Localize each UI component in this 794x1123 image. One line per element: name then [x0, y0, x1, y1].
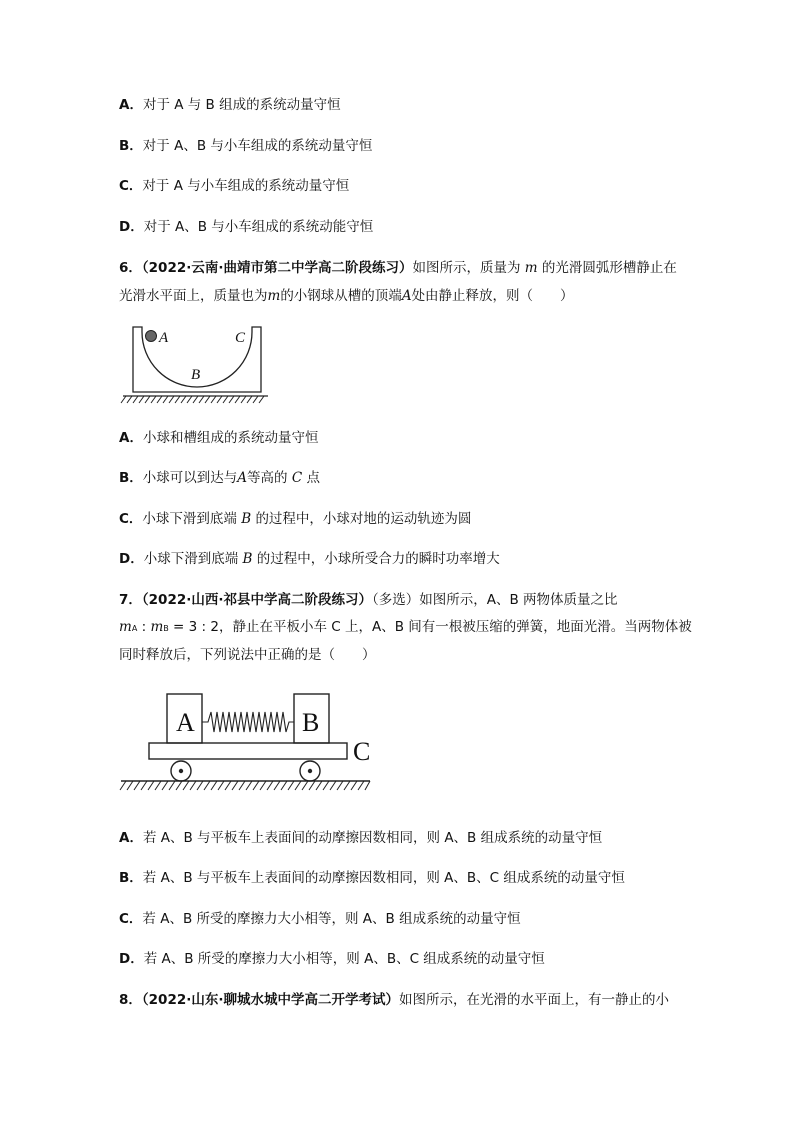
label-cart-c: C: [353, 737, 371, 766]
label-b: B: [191, 367, 201, 383]
q6-stem-line-1: 6．（2022·云南·曲靖市第二中学高二阶段练习）如图所示，质量为 m 的光滑圆弧形槽静止在: [119, 260, 677, 276]
q7-stem-line-3: 同时释放后，下列说法中正确的是（ ）: [119, 647, 376, 663]
label-a: A: [159, 330, 169, 346]
q7-figure-cart: [118, 690, 380, 796]
q5-option-c: C．对于 A 与小车组成的系统动量守恒: [119, 178, 350, 194]
q7-option-a: A．若 A、B 与平板车上表面间的动摩擦因数相同，则 A、B 组成系统的动量守恒: [119, 830, 603, 846]
q5-option-b: B．对于 A、B 与小车组成的系统动量守恒: [119, 138, 373, 154]
q6-option-d: D．小球下滑到底端 B 的过程中，小球所受合力的瞬时功率增大: [119, 551, 500, 567]
label-block-a: A: [176, 708, 195, 737]
q7-stem-line-1: 7．（2022·山西·祁县中学高二阶段练习）（多选）如图所示，A、B 两物体质量之比: [119, 592, 618, 608]
q6-option-b: B．小球可以到达与A等高的 C 点: [119, 470, 320, 486]
q7-stem-line-2: mA : mB = 3 : 2，静止在平板小车 C 上，A、B 间有一根被压缩的弹簧，地面光滑。当两物体被: [119, 619, 692, 635]
q7-option-b: B．若 A、B 与平板车上表面间的动摩擦因数相同，则 A、B、C 组成系统的动量守恒: [119, 870, 625, 886]
label-block-b: B: [302, 708, 320, 737]
steel-ball: [146, 331, 157, 342]
q6-stem-line-2: 光滑水平面上，质量也为m的小钢球从槽的顶端A处由静止释放，则（ ）: [119, 288, 574, 304]
q5-option-d: D．对于 A、B 与小车组成的系统动能守恒: [119, 219, 374, 235]
spring: [202, 712, 294, 732]
q6-option-c: C．小球下滑到底端 B 的过程中，小球对地的运动轨迹为圆: [119, 511, 472, 527]
q7-option-d: D．若 A、B 所受的摩擦力大小相等，则 A、B、C 组成系统的动量守恒: [119, 951, 545, 967]
q6-figure-groove: [118, 322, 278, 406]
q5-option-a: A．对于 A 与 B 组成的系统动量守恒: [119, 97, 341, 113]
mass-ratio-formula: mA : mB = 3 : 2: [119, 619, 219, 635]
cart-board: [149, 743, 347, 759]
q7-option-c: C．若 A、B 所受的摩擦力大小相等，则 A、B 组成系统的动量守恒: [119, 911, 521, 927]
label-c: C: [235, 330, 246, 346]
q6-option-a: A．小球和槽组成的系统动量守恒: [119, 430, 319, 446]
q8-stem-line-1: 8．（2022·山东·聊城水城中学高二开学考试）如图所示，在光滑的水平面上，有一静止的小: [119, 992, 669, 1008]
